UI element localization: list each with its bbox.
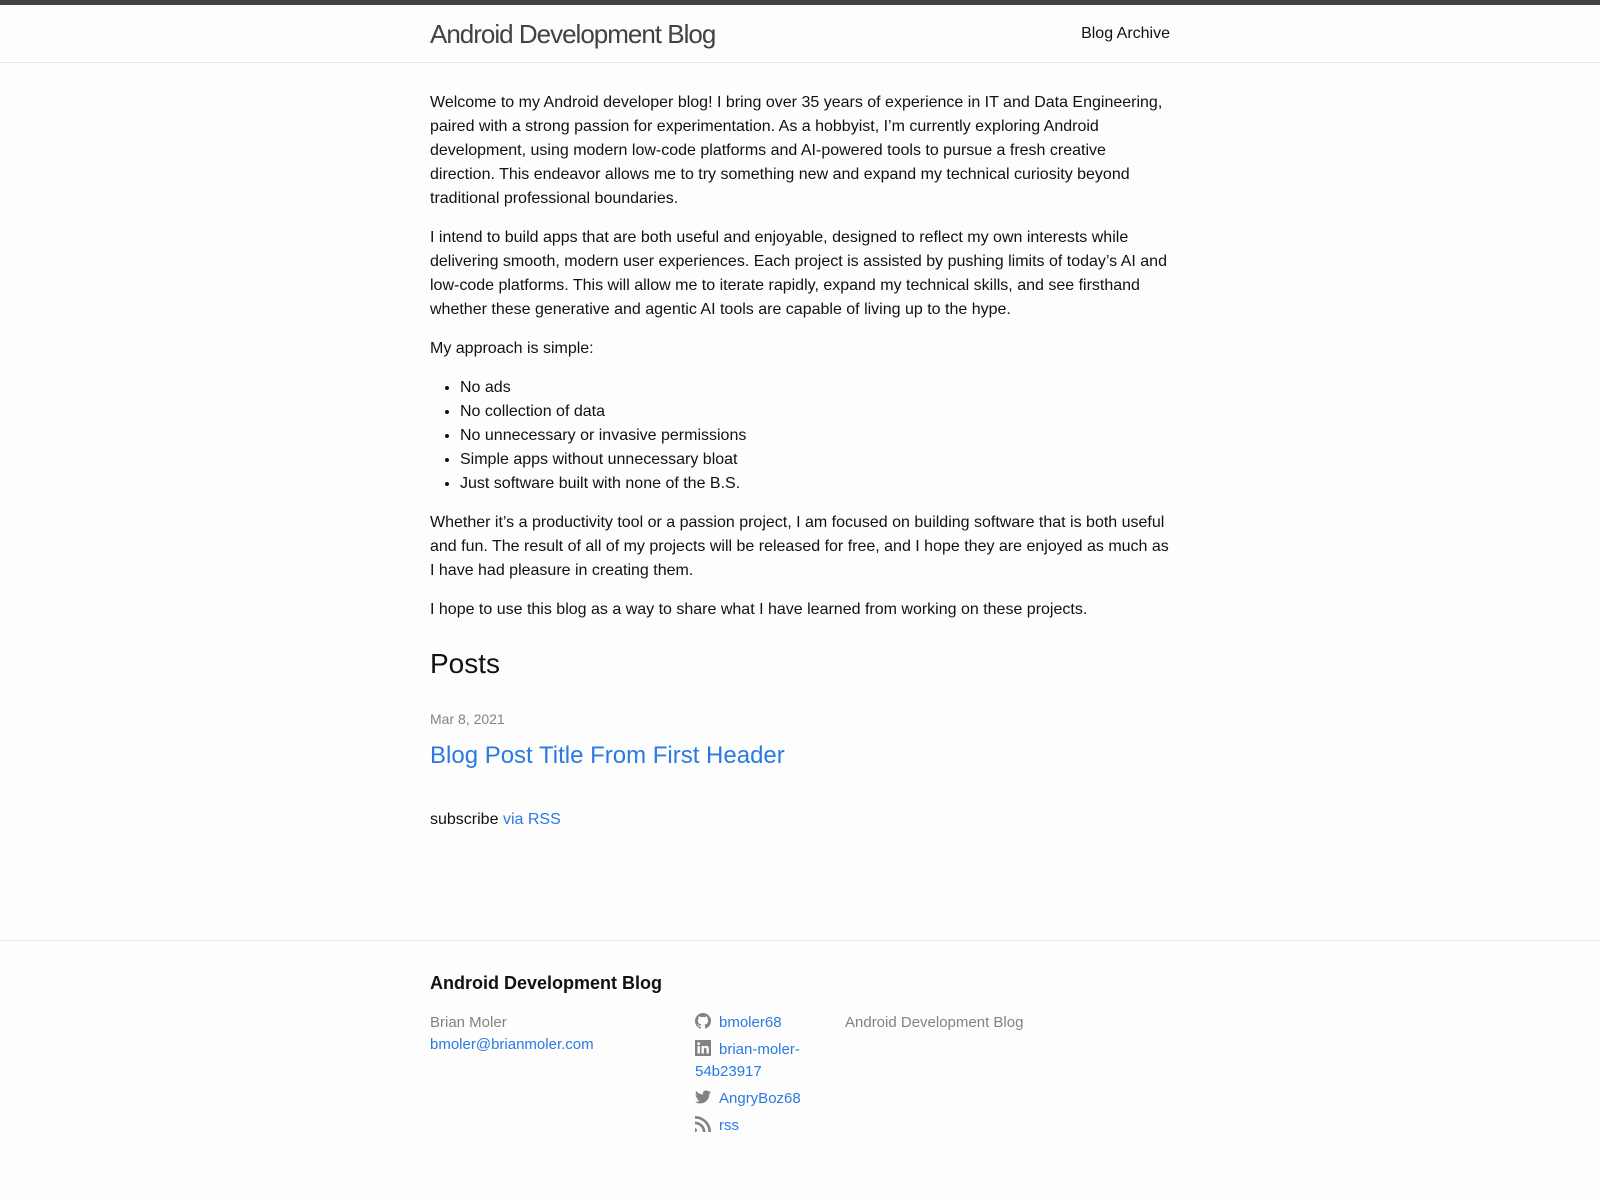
github-icon (695, 1013, 711, 1029)
rss-subscribe (430, 808, 1170, 832)
list-item: • No ads (460, 376, 1170, 400)
post-title-link[interactable]: Blog Post Title From First Header (430, 742, 785, 769)
linkedin-icon (695, 1040, 711, 1056)
page-content (0, 63, 1600, 940)
twitter-icon (695, 1089, 711, 1105)
intro-paragraph: My approach is simple: (430, 340, 594, 357)
rss-icon (695, 1116, 711, 1132)
subscribe-label: subscribe (430, 811, 499, 828)
github-link[interactable]: bmoler68 (695, 1014, 782, 1031)
rss-link[interactable]: rss (695, 1117, 739, 1134)
footer-description (845, 1012, 1165, 1142)
linkedin-link[interactable]: brian-moler-54b23917 (695, 1041, 800, 1080)
footer-contact (430, 1012, 695, 1142)
post-date: Mar 8, 2021 (430, 711, 505, 727)
twitter-link[interactable]: AngryBoz68 (695, 1090, 801, 1107)
closing-paragraph: Whether it’s a productivity tool or a passion project, I am focused on building software that is both useful and fun. The result of all of my projects will be released for free, and I hope they are enjoyed as much as I have had pleasure in creating them. (430, 514, 1169, 579)
intro-paragraph: I intend to build apps that are both useful and enjoyable, designed to reflect my own interests while delivering smooth, modern user experiences. Each project is assisted by pushing limits of today’s AI and low-code platforms. This will allow me to iterate rapidly, expand my technical skills, and see firsthand whether these generative and agentic AI tools are capable of living up to the hype. (430, 229, 1167, 318)
list-item: • Simple apps without unnecessary bloat (460, 448, 1170, 472)
site-title-link[interactable]: Android Development Blog (430, 18, 716, 49)
footer-social (695, 1012, 845, 1142)
site-footer (0, 940, 1600, 1170)
intro-paragraph: Welcome to my Android developer blog! I bring over 35 years of experience in IT and Data Engineering, paired with a strong passion for experimentation. As a hobbyist, I’m currently exploring Android development, using modern low-code platforms and AI-powered tools to pursue a fresh creative direction. This endeavor allows me to try something new and expand my technical curiosity beyond traditional professional boundaries. (430, 94, 1163, 207)
site-description: Android Development Blog (845, 1014, 1024, 1031)
site-nav (1081, 22, 1170, 46)
footer-heading: Android Development Blog (430, 973, 663, 993)
site-header (0, 0, 1600, 63)
list-item: • No unnecessary or invasive permissions (460, 424, 1170, 448)
rss-subscribe-link[interactable]: via RSS (502, 811, 561, 828)
list-item: • Just software built with none of the B.S. (460, 472, 1170, 496)
posts-heading: Posts (430, 648, 501, 679)
approach-list (460, 376, 1170, 496)
list-item: • No collection of data (460, 400, 1170, 424)
closing-paragraph: I hope to use this blog as a way to share what I have learned from working on these projects. (430, 601, 1088, 618)
nav-link-blog-archive[interactable]: Blog Archive (1081, 24, 1170, 42)
author-name: Brian Moler (430, 1014, 507, 1031)
post-list (430, 708, 1170, 772)
author-email-link[interactable]: bmoler@brianmoler.com (430, 1036, 594, 1053)
